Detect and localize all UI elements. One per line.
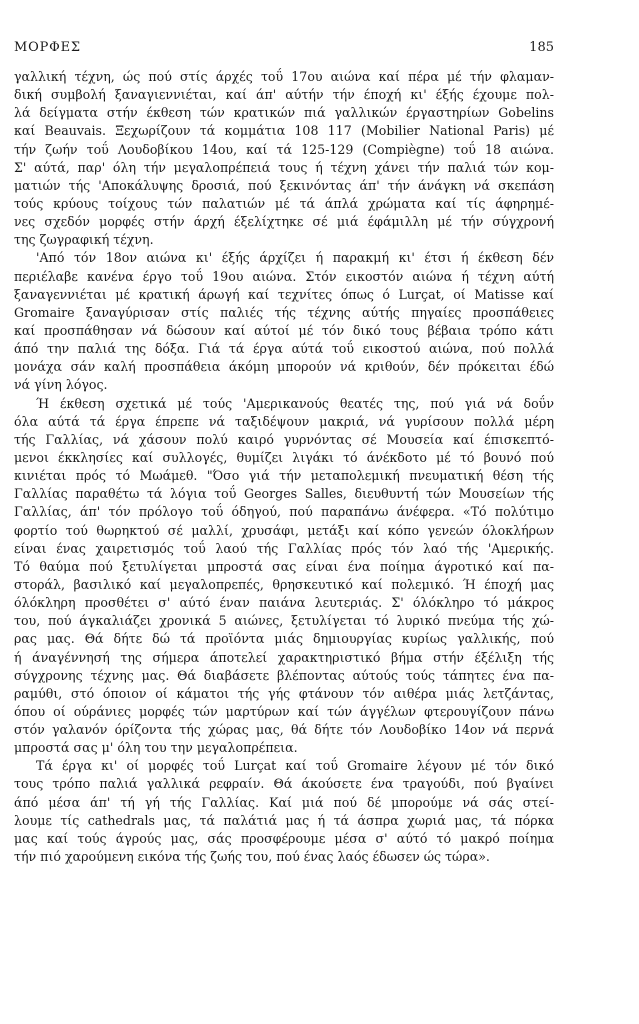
text-line: μενοι έκκλησίες καί συλλογές, θυμίζει λιγάκι τό άνέκδοτο μέ τό βουνό πού [14,449,554,465]
running-head [14,40,554,60]
text-line: του, πού άγκαλιάζει χρονικά 5 αιώνες, ξετυλίγεται τό λυρικό πνεύμα τής χώ- [14,613,554,629]
text-line: Gromaire ξαναγύρισαν στίς παλιές τής τέχνης αύτής πηγαίες προσπάθειες [14,304,554,320]
text-line: όπου οί ούράνιες μορφές τών μαρτύρων καί τών άγγέλων φτερουγίζουν πάνω [14,703,554,719]
text-line: περιέλαβε κανένα έργο τοΰ 19ου αιώνα. Στόν εικοστόν αιώνα ή τέχνη αύτή [14,268,554,284]
text-line: στόν γαλανόν όρίζοντα τής χώρας μας, θά δήτε τόν Λουδοβίκο 14ον νά περνά [14,722,554,738]
page-number: 185 [529,40,554,55]
text-line: Σ' αύτά, παρ' όλη τήν μεγαλοπρέπειά τους ή τέχνη χάνει τήν παλιά τών κομ- [14,159,554,175]
text-line: όλόκληρη προσθέτει σ' αύτό έναν παιάνα λευτεριάς. Σ' όλόκληρο τό μάκρος [14,595,554,611]
text-line: νά γίνη λόγος. [14,377,108,393]
text-line: Γαλλίας, άπ' τόν πρόλογο τοΰ όδηγού, πού παραπάνω άνέφερα. «Τό πολύτιμο [14,504,554,520]
running-title: ΜΟΡΦΕΣ [14,40,81,55]
text-line: ρας μας. Θά δήτε δώ τά προϊόντα μιάς δημιουργίας κυρίως γαλλικής, πού [14,631,554,647]
text-line: Τό θαύμα πού ξετυλίγεται μπροστά σας είναι ένα ποίημα άγροτικό καί πα- [14,558,554,574]
text-line: ραμύθι, στό όποιον οί κάματοι τής γής φτάνουν τόν αιθέρα μιάς λετζάντας, [14,685,554,701]
text-line: φορτίο τού θωρηκτού σέ μαλλί, χρυσάφι, μετάξι καί κόπο γενεών όλοκλήρων [14,522,554,538]
text-line: μπροστά σας μ' όλη του την μεγαλοπρέπεια. [14,740,298,756]
text-line: ή άναγέννησή της σήμερα άποτελεί χαρακτηριστικό βήμα στήν έξέλιξη τής [14,649,554,665]
text-line: μας καί τούς άγρούς μας, σάς προσφέρουμε μέσα σ' αύτό τό μακρό ποίημα [14,830,554,846]
text-line: λουμε τίς cathedrals μας, τά παλάτιά μας ή τά άσπρα χωριά μας, τά πόρκα [14,812,554,828]
text-line: μονάχα σάν καλή προσπάθεια άκόμη μπορούν νά κριθούν, δέν πρόκειται έδώ [14,359,554,375]
text-line: Τά έργα κι' οί μορφές τοΰ Lurçat καί τοΰ Gromaire λέγουν μέ τόν δικό [36,758,554,774]
text-line: ξαναγεννιέται μέ κρατική άρωγή καί τεχνίτες όπως ό Lurçat, οί Matisse καί [14,286,554,302]
text-line: Γαλλίας παραθέτω τά λόγια τοΰ Georges Salles, διευθυντή τών Μουσείων τής [14,486,554,502]
text-line: νες σχεδόν μορφές στήν άρχή έξελίχτηκε σέ μιά έφάμιλλη μέ τήν σύγχρονή [14,214,554,230]
text-line: άπό μέσα άπ' τή γή τής Γαλλίας. Καί μιά πού δέ μπορούμε νά σάς στεί- [14,794,554,810]
text-line: τήν πιό χαρούμενη εικόνα τής ζωής του, πού ένας λαός έδωσεν ώς τώρα». [14,849,490,865]
text-line: τους τρόπο παλιά γαλλικά ρεφραίν. Θά άκούσετε ένα τραγούδι, πού βγαίνει [14,776,554,792]
text-line: της ζωγραφική τέχνη. [14,232,154,248]
text-line: είναι ένας χαιρετισμός τοΰ λαού τής Γαλλίας πρός τόν λαό τής 'Αμερικής. [14,540,554,556]
text-line: καί προσπάθησαν νά δώσουν καί αύτοί μέ τόν δικό τους βέβαια τρόπο κάτι [14,322,554,338]
text-line: γαλλική τέχνη, ώς πού στίς άρχές τοΰ 17ου αιώνα καί πέρα μέ τήν φλαμαν- [14,69,554,84]
text-line: άπό την παλιά της δόξα. Γιά τά έργα αύτά τοΰ εικοστού αιώνα, πού πολλά [14,341,554,357]
text-line: στοράλ, βασιλικό καί μεγαλοπρεπές, θρησκευτικό καί πολεμικό. Ή έποχή μας [14,576,554,592]
text-line: καί Beauvais. Ξεχωρίζουν τά κομμάτια 108 117 (Mobilier National Paris) μέ [14,123,554,139]
text-line: όλα αύτά τά έργα έπρεπε νά ταξιδέψουν μακριά, νά γυρίσουν πολλά μέρη [14,413,554,429]
text-line: τήν ζωήν τοΰ Λουδοβίκου 14ου, καί τά 125-129 (Compiègne) τοΰ 18 αιώνα. [14,141,554,157]
text-line: λά δείγματα στήν έκθεση τών κρατικών πιά γαλλικών έργαστηρίων Gobelins [14,105,554,121]
text-line: 'Από τόν 18ον αιώνα κι' έξής άρχίζει ή παρακμή κι' έτσι ή έκθεση δέν [36,250,554,266]
text-line: τής Γαλλίας, νά χάσουν πολύ καιρό γυρνόντας σέ Μουσεία καί έπισκεπτό- [14,431,554,447]
text-line: Ή έκθεση σχετικά μέ τούς 'Αμερικανούς θεατές της, πού γιά νά δοΰν [36,395,554,411]
text-line: δική συμβολή ξαναγιεννιέται, καί άπ' αύτήν τήν έποχή κι' έξής έχουμε πολ- [14,87,554,103]
text-line: κινιέται πρός τό Μωάμεθ. "Όσο γιά τήν μεταπολεμική πνευματική θέση τής [14,468,554,484]
body-text [14,68,554,866]
text-line: τούς κρύους τοίχους τών παλατιών μέ τά άπλά χρώματα καί τίς άφηρημέ- [14,195,554,211]
text-line: ματιών τής 'Αποκάλυψης δροσιά, πού ξεκινόντας άπ' τήν άνάγκη νά σκεπάση [14,177,554,193]
text-line: σύγχρονης τέχνης μας. Θά διαβάσετε βλέποντας αύτούς τούς τάπητες ένα πα- [14,667,554,683]
